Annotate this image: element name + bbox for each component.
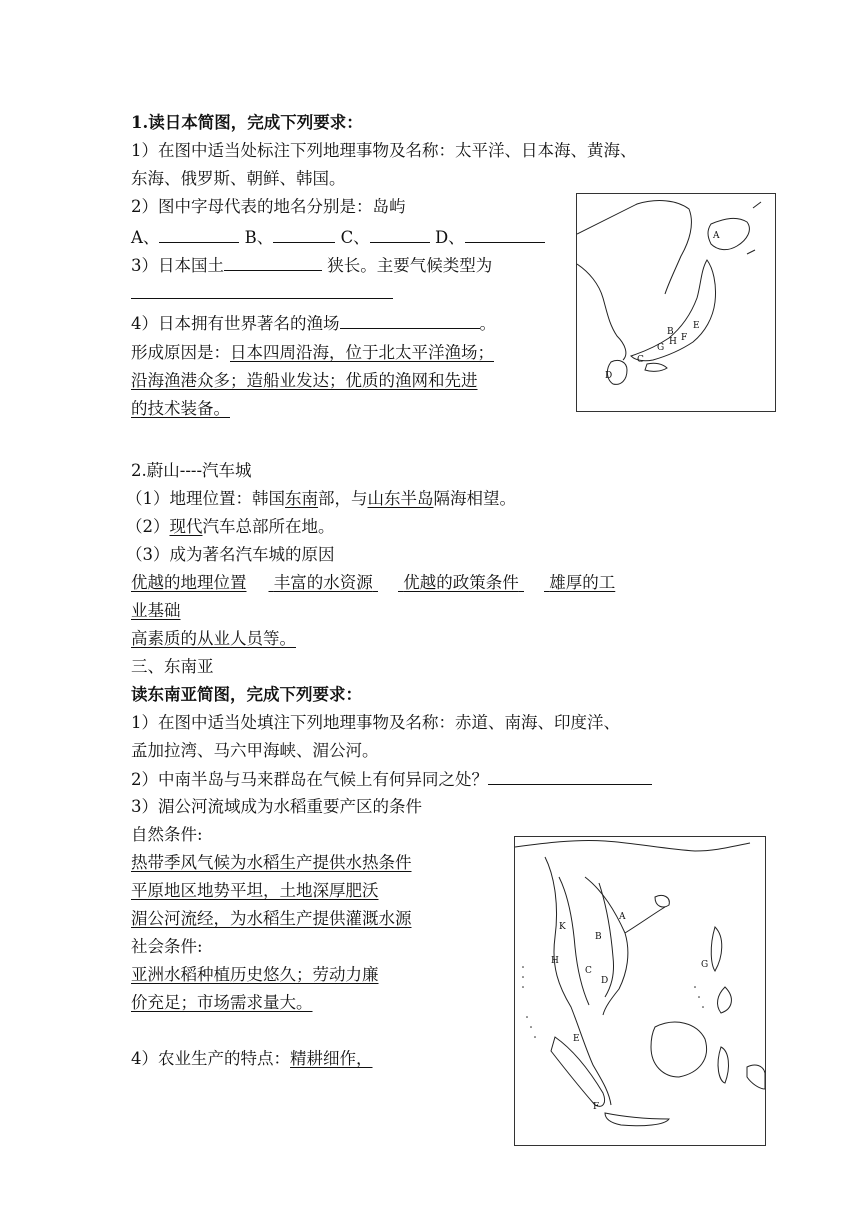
q2-line3: （3）成为著名汽车城的原因 (126, 545, 335, 564)
reason-answer-1: 日本四周沿海，位于北太平洋渔场； (230, 343, 494, 362)
map-label-a: A (713, 231, 720, 241)
q3-part4-pre: 4）农业生产的特点： (131, 1049, 290, 1068)
q3-part2-text: 2）中南半岛与马来群岛在气候上有何异同之处？ (131, 770, 488, 789)
reason-industry-cont: 业基础 (131, 601, 181, 620)
q1-part2-line1: 2）图中字母代表的地名分别是：岛屿 (131, 197, 406, 216)
q2-l2-post: 汽车总部所在地。 (202, 517, 335, 536)
japan-map (576, 193, 776, 412)
q2-line2 (126, 516, 335, 538)
q1-reason-line1 (131, 342, 494, 364)
part3-post: 狭长。主要气候类型为 (327, 256, 493, 275)
q1-part4 (131, 312, 496, 335)
q3-part1-line2: 孟加拉湾、马六甲海峡、湄公河。 (131, 741, 379, 760)
reason-policy: 优越的政策条件 (403, 573, 519, 592)
map-label-e: E (693, 321, 700, 331)
map-label-h: H (669, 337, 677, 347)
q1-title: 1.读日本简图，完成下列要求： (131, 113, 363, 132)
natural-2: 平原地区地势平坦，土地深厚肥沃 (131, 881, 379, 900)
sea-map-label-g: G (701, 960, 709, 970)
sea-map-label-c: C (585, 966, 592, 976)
map-label-c: C (637, 355, 644, 365)
blank-climate-compare[interactable] (488, 768, 652, 785)
blank-territory[interactable] (224, 254, 322, 271)
part3-pre: 3）日本国土 (131, 256, 224, 275)
social-1: 亚洲水稻种植历史悠久；劳动力廉 (131, 965, 379, 984)
sea-map-label-k: K (559, 922, 566, 932)
q2-reasons (131, 572, 615, 594)
label-a: A、 (131, 228, 160, 247)
q2-l2-answer: 现代 (169, 517, 203, 536)
q1-part1-line2: 东海、俄罗斯、朝鲜、韩国。 (131, 169, 346, 188)
southeast-asia-map (514, 836, 766, 1146)
label-d: D、 (434, 228, 465, 247)
social-2: 价充足；市场需求量大。 (131, 993, 313, 1012)
part4-pre: 4）日本拥有世界著名的渔场 (131, 314, 340, 333)
label-b: B、 (244, 228, 274, 247)
q2-title: 2.蔚山----汽车城 (131, 461, 252, 480)
reason-location: 优越的地理位置 (131, 573, 247, 592)
reason-water: 丰富的水资源 (273, 573, 373, 592)
sea-map-label-h: H (551, 956, 559, 966)
reason-industry: 雄厚的工 (549, 573, 616, 592)
section-3-heading: 三、东南亚 (131, 657, 214, 676)
q2-l1-answer2: 山东半岛 (367, 489, 434, 508)
q3-part4 (131, 1048, 373, 1070)
q1-climate-line (131, 282, 393, 305)
part4-post: 。 (479, 314, 496, 333)
map-label-f: F (681, 333, 688, 343)
natural-label: 自然条件: (131, 825, 203, 844)
q3-part4-answer: 精耕细作， (290, 1049, 373, 1068)
sea-map-label-b: B (595, 932, 602, 942)
southeast-asia-map-svg (515, 837, 765, 1145)
q2-l2-pre: （2） (126, 517, 170, 536)
q1-part3 (131, 254, 492, 277)
reason-answer-2: 沿海渔港众多；造船业发达；优质的渔网和先进 (131, 371, 478, 390)
natural-1: 热带季风气候为水稻生产提供水热条件 (131, 853, 412, 872)
blank-c[interactable] (370, 226, 430, 243)
sea-map-label-e: E (573, 1034, 580, 1044)
blank-fishery[interactable] (340, 312, 480, 329)
sea-map-label-d: D (601, 976, 609, 986)
label-c: C、 (340, 228, 370, 247)
q1-part2-blanks (131, 226, 545, 249)
sea-map-label-f: F (593, 1102, 600, 1112)
blank-d[interactable] (465, 226, 545, 243)
sea-map-label-a: A (619, 912, 626, 922)
blank-b[interactable] (273, 226, 335, 243)
q3-part1-line1: 1）在图中适当处填注下列地理事物及名称：赤道、南海、印度洋、 (131, 713, 620, 732)
reason-workforce: 高素质的从业人员等。 (131, 629, 296, 648)
reason-label: 形成原因是： (131, 343, 230, 362)
blank-climate[interactable] (131, 282, 393, 299)
map-label-b: B (667, 327, 674, 337)
q2-l1-post: 隔海相望。 (433, 489, 516, 508)
japan-map-svg (577, 194, 775, 411)
natural-3: 湄公河流经，为水稻生产提供灌溉水源 (131, 909, 412, 928)
map-label-d: D (605, 371, 613, 381)
q3-part2 (131, 768, 652, 791)
map-label-g: G (657, 343, 665, 353)
q3-part3: 3）湄公河流域成为水稻重要产区的条件 (131, 797, 422, 816)
reason-answer-3: 的技术装备。 (131, 399, 230, 418)
q2-l1-answer1: 东南 (285, 489, 318, 508)
q2-line1 (126, 488, 516, 510)
japan-map-labels (605, 231, 720, 381)
q2-l1-pre: （1）地理位置：韩国 (126, 489, 285, 508)
social-label: 社会条件: (131, 937, 203, 956)
q3-title: 读东南亚简图，完成下列要求： (131, 685, 362, 704)
q1-part1-line1: 1）在图中适当处标注下列地理事物及名称：太平洋、日本海、黄海、 (131, 141, 637, 160)
blank-a[interactable] (159, 226, 239, 243)
q2-l1-mid: 部，与 (318, 489, 368, 508)
